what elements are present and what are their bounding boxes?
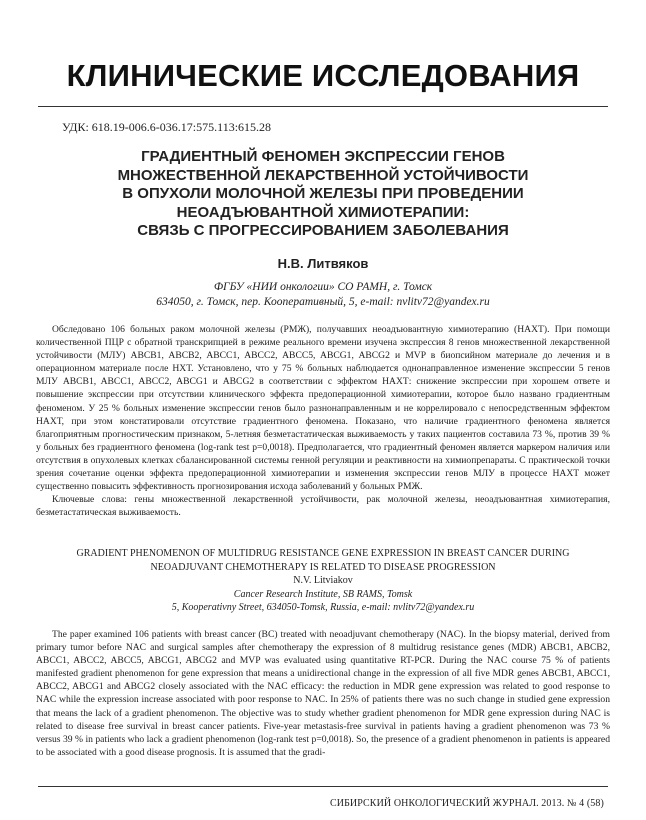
section-heading: КЛИНИЧЕСКИЕ ИССЛЕДОВАНИЯ bbox=[66, 58, 580, 93]
abstract-ru bbox=[36, 323, 610, 519]
author-en: N.V. Litviakov bbox=[293, 575, 353, 587]
affiliation-en-line: Cancer Research Institute, SB RAMS, Tomsk bbox=[233, 588, 413, 600]
affiliation-line: ФГБУ «НИИ онкологии» СО РАМН, г. Томск bbox=[213, 281, 433, 293]
title-en-line: GRADIENT PHENOMENON OF MULTIDRUG RESISTANCE GENE EXPRESSION IN BREAST CANCER DURING bbox=[76, 548, 570, 559]
keywords-ru: Ключевые слова: гены множественной лекарственной устойчивости, рак молочной железы, неоадъювантная химиотерапия, безметастатическая выживаемость. bbox=[36, 494, 610, 519]
affiliation-en-line: 5, Kooperativny Street, 634050-Tomsk, Russia, e-mail: nvlitv72@yandex.ru bbox=[171, 602, 475, 614]
title-line: ГРАДИЕНТНЫЙ ФЕНОМЕН ЭКСПРЕССИИ ГЕНОВ bbox=[141, 148, 505, 165]
footer-rule bbox=[38, 786, 608, 787]
udk-code: УДК: 618.19-006.6-036.17:575.113:615.28 bbox=[62, 120, 272, 134]
abstract-en-text: The paper examined 106 patients with breast cancer (BC) treated with neoadjuvant chemotherapy (NAC). In the biopsy material, derived from primary tumor before NAC and surgical samples after chemotherapy the expression of 8 multidrug resistance genes (MDR) ABCB1, ABCB2, ABCC1, ABCC2, ABCC5, ABCG1, ABCG2 and MVP was evaluated using quantitative RT-PCR. During the NAC course 75 % of patients manifested gradient phenomenon for gene expression that means a unidirectional change in the expression of all five MDR genes ABCB1, ABCC1, ABCC2, ABCG1 and ABCG2 closely associated with the NAC efficacy: the reduction in MDR gene expression was related to good response to NAC while the expression increase associated with poor response to NAC. In 25% of patients there was no such change in studied gene expression that means the lack of a gradient phenomenon. The objective was to study whether gradient phenomenon for MDR gene expression during NAC is related to disease free survival in breast cancer patients. Five-year metastasis-free survival in patients having a gradient phenomenon was 73 % versus 39 % in patients who lack a gradient phenomenon (log-rank test p=0,0018). So, the presence of a gradient phenomenon in patients is appeared to be associated with a good disease prognosis. It is assumed that the gradi- bbox=[36, 629, 610, 758]
title-en-line: NEOADJUVANT CHEMOTHERAPY IS RELATED TO DISEASE PROGRESSION bbox=[150, 561, 496, 573]
abstract-en bbox=[36, 628, 610, 759]
title-line: НЕОАДЪЮВАНТНОЙ ХИМИОТЕРАПИИ: bbox=[176, 203, 470, 221]
title-line: МНОЖЕСТВЕННОЙ ЛЕКАРСТВЕННОЙ УСТОЙЧИВОСТИ bbox=[117, 166, 529, 184]
title-line: В ОПУХОЛИ МОЛОЧНОЙ ЖЕЛЕЗЫ ПРИ ПРОВЕДЕНИИ bbox=[122, 185, 524, 203]
section-rule bbox=[38, 106, 608, 107]
affiliation bbox=[0, 280, 646, 310]
english-header bbox=[36, 547, 610, 615]
affiliation-line: 634050, г. Томск, пер. Кооперативный, 5, e-mail: nvlitv72@yandex.ru bbox=[156, 296, 490, 308]
title-line: СВЯЗЬ С ПРОГРЕССИРОВАНИЕМ ЗАБОЛЕВАНИЯ bbox=[137, 222, 509, 240]
abstract-ru-text: Обследовано 106 больных раком молочной железы (РМЖ), получавших неоадъювантную химиотерапию (НАХТ). При помощи количественной ПЦР с обратной транскрипцией в режиме реального времени изучена экспрессия 8 генов множественной лекарственной устойчивости (МЛУ) ABCB1, ABCB2, ABCC1, ABCC2, ABCC5, ABCG1, ABCG2 и MVP в биопсийном материале до лечения и в операционном материале после НХТ. Установлено, что у 75 % больных наблюдается однонаправленное изменение экспрессии 5 генов МЛУ ABCB1, ABCC1, ABCC2, ABCG1 и ABCG2 в соответствии с эффектом НАХТ: снижение экспрессии при хорошем ответе и повышение экспрессии при отсутствии клинического эффекта предоперационной химиотерапии, которое было названо градиентным феноменом. У 25 % больных изменение экспрессии генов было разнонаправленным и не коррелировало с непосредственным эффектом НАХТ, при этом констатировали отсутствие градиентного феномена. Показано, что наличие градиентного феномена является благоприятным прогностическим признаком, 5-летняя безметастатическая выживаемость у таких пациентов составила 73 %, против 39 % у больных без градиентного феномена (log-rank test p=0,0018). Предполагается, что градиентный феномен является маркером наличия или отсутствия в опухолевых клетках сбалансированной системы генной регуляции и реактивности на химиопрепараты. С практической точки зрения сочетание оценки эффекта предоперационной химиотерапии и изменения экспрессии генов МЛУ в процессе НАХТ может существенно повысить эффективность прогнозирования исхода заболеваний у больных РМЖ. bbox=[36, 324, 610, 493]
article-title bbox=[40, 148, 606, 241]
author: Н.В. Литвяков bbox=[277, 256, 369, 271]
journal-footer: СИБИРСКИЙ ОНКОЛОГИЧЕСКИЙ ЖУРНАЛ. 2013. № 4 (58) bbox=[330, 798, 604, 809]
